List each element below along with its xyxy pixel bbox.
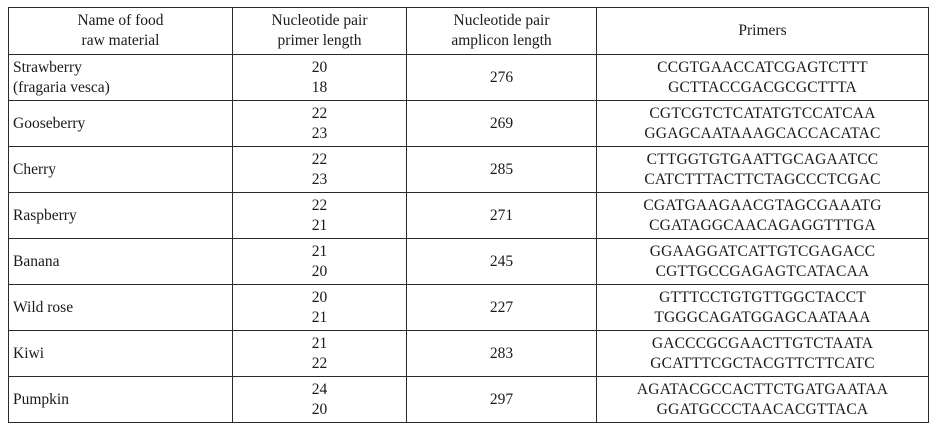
- cell-primers: [597, 147, 929, 193]
- cell-primer-length: [233, 147, 407, 193]
- primer-length-reverse: 18: [311, 78, 328, 96]
- primer-length-reverse: 21: [311, 216, 328, 234]
- primer-length-forward: 24: [311, 380, 328, 398]
- cell-primer-length: [233, 331, 407, 377]
- header-amplicon-length: [407, 8, 597, 55]
- table-row: [9, 147, 929, 193]
- cell-amplicon-length: 269: [407, 101, 597, 147]
- header-line: Nucleotide pair: [453, 12, 550, 29]
- primer-length-reverse: 23: [311, 124, 328, 142]
- header-line: Name of food: [77, 12, 164, 29]
- table-body: [9, 55, 929, 423]
- primer-length-reverse: 23: [311, 170, 328, 188]
- cell-food-name: [9, 377, 233, 423]
- primer-length-forward: 20: [311, 288, 328, 306]
- cell-primer-length: [233, 239, 407, 285]
- header-line: raw material: [81, 32, 160, 49]
- primer-reverse: GGATGCCCTAACACGTTACA: [656, 400, 869, 418]
- primer-reverse: GGAGCAATAAAGCACCACATAC: [644, 124, 881, 142]
- cell-food-name: [9, 101, 233, 147]
- primer-forward: GACCCGCGAACTTGTCTAATA: [651, 334, 874, 352]
- food-name-line: Wild rose: [13, 298, 74, 316]
- primer-reverse: CGTTGCCGAGAGTCATACAA: [655, 262, 870, 280]
- header-row: [9, 8, 929, 55]
- primer-length-reverse: 20: [311, 400, 328, 418]
- primers-table: [8, 7, 929, 423]
- cell-food-name: [9, 147, 233, 193]
- cell-amplicon-length: 283: [407, 331, 597, 377]
- cell-amplicon-length: 285: [407, 147, 597, 193]
- cell-amplicon-length: 227: [407, 285, 597, 331]
- cell-food-name: [9, 285, 233, 331]
- header-primers: [597, 8, 929, 55]
- cell-primers: [597, 55, 929, 101]
- food-name-line: Gooseberry: [13, 114, 86, 132]
- table-row: [9, 331, 929, 377]
- primer-length-forward: 21: [311, 242, 328, 260]
- cell-primers: [597, 331, 929, 377]
- food-name-line: (fragaria vesca): [13, 78, 110, 96]
- header-primer-length: [233, 8, 407, 55]
- primer-length-forward: 21: [311, 334, 328, 352]
- cell-primers: [597, 239, 929, 285]
- primer-forward: GGAAGGATCATTGTCGAGACC: [649, 242, 876, 260]
- primer-reverse: TGGGCAGATGGAGCAATAAA: [654, 308, 871, 326]
- primer-length-forward: 22: [311, 150, 328, 168]
- table-row: [9, 193, 929, 239]
- table-row: [9, 285, 929, 331]
- primer-forward: CCGTGAACCATCGAGTCTTT: [657, 58, 868, 76]
- primer-length-reverse: 22: [311, 354, 328, 372]
- cell-primers: [597, 377, 929, 423]
- cell-primers: [597, 101, 929, 147]
- primer-forward: GTTTCCTGTGTTGGCTACCT: [659, 288, 866, 306]
- header-name-of-food: [9, 8, 233, 55]
- cell-food-name: [9, 55, 233, 101]
- primer-length-forward: 22: [311, 104, 328, 122]
- food-name-line: Pumpkin: [13, 390, 69, 408]
- table-row: [9, 101, 929, 147]
- food-name-line: Cherry: [13, 160, 57, 178]
- cell-food-name: [9, 239, 233, 285]
- header-line: primer length: [277, 32, 362, 49]
- cell-amplicon-length: 271: [407, 193, 597, 239]
- cell-amplicon-length: 297: [407, 377, 597, 423]
- header-line: amplicon length: [451, 32, 552, 49]
- cell-primer-length: [233, 285, 407, 331]
- cell-food-name: [9, 331, 233, 377]
- primer-reverse: GCTTACCGACGCGCTTTA: [668, 78, 857, 96]
- cell-amplicon-length: 276: [407, 55, 597, 101]
- primer-forward: AGATACGCCACTTCTGATGAATAA: [636, 380, 889, 398]
- primer-length-reverse: 20: [311, 262, 328, 280]
- header-line: Primers: [738, 22, 787, 39]
- cell-primers: [597, 193, 929, 239]
- primer-length-reverse: 21: [311, 308, 328, 326]
- cell-amplicon-length: 245: [407, 239, 597, 285]
- food-name-line: Banana: [13, 252, 60, 270]
- primer-reverse: GCATTTCGCTACGTTCTTCATC: [650, 354, 875, 372]
- table-header: [9, 8, 929, 55]
- primer-forward: CGATGAAGAACGTAGCGAAATG: [643, 196, 882, 214]
- primer-forward: CTTGGTGTGAATTGCAGAATCC: [646, 150, 879, 168]
- primer-forward: CGTCGTCTCATATGTCCATCAA: [649, 104, 876, 122]
- cell-primer-length: [233, 377, 407, 423]
- table-row: [9, 55, 929, 101]
- header-line: Nucleotide pair: [271, 12, 368, 29]
- table-row: [9, 239, 929, 285]
- primer-length-forward: 20: [311, 58, 328, 76]
- primer-length-forward: 22: [311, 196, 328, 214]
- food-name-line: Strawberry: [13, 58, 82, 76]
- food-name-line: Raspberry: [13, 206, 77, 224]
- cell-primer-length: [233, 101, 407, 147]
- cell-primer-length: [233, 55, 407, 101]
- cell-primer-length: [233, 193, 407, 239]
- table-row: [9, 377, 929, 423]
- cell-food-name: [9, 193, 233, 239]
- primer-reverse: CATCTTTACTTCTAGCCCTCGAC: [644, 170, 881, 188]
- cell-primers: [597, 285, 929, 331]
- primer-reverse: CGATAGGCAACAGAGGTTTGA: [649, 216, 876, 234]
- food-name-line: Kiwi: [13, 344, 44, 362]
